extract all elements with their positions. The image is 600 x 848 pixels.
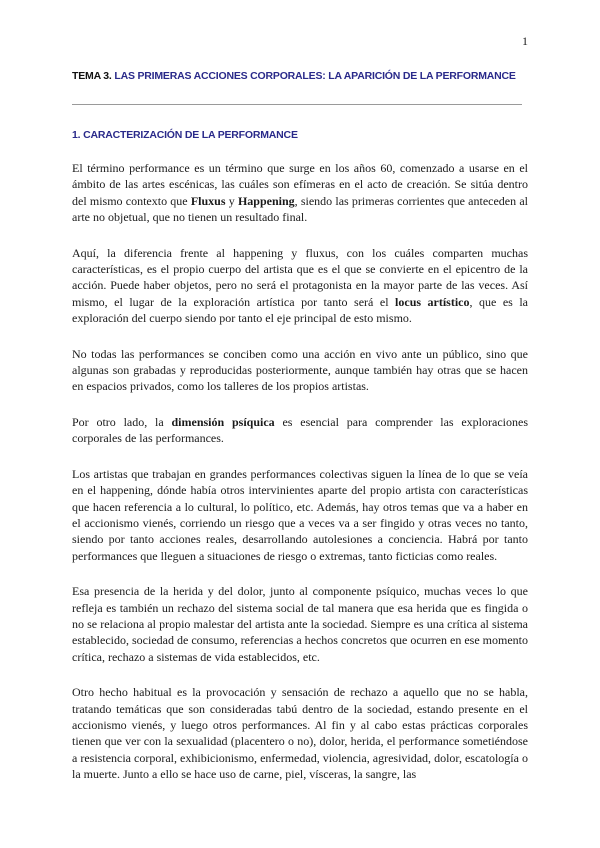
title-text: LAS PRIMERAS ACCIONES CORPORALES: LA APARICIÓN DE LA PERFORMANCE — [111, 70, 516, 82]
title-divider — [72, 104, 522, 105]
term-fluxus: Fluxus — [190, 193, 226, 208]
document-title — [72, 70, 528, 82]
paragraph-5: Los artistas que trabajan en grandes performances colectivas siguen la línea de lo que se veía en el happening, dónde había otros intervinientes aparte del propio artista con características que hacen referencia a lo cultural, lo político, etc. Además, hay otros temas que va a haber en el accionismo vienés, corriendo un riesgo que a veces va a ser fingido y otras veces no tanto, siendo por tanto acciones reales, desarrollando autolesiones a conciencia. Habrá por tanto performances que lleguen a situaciones de riesgo o extremas, tanto ficticias como reales. — [72, 466, 528, 563]
document-body — [72, 70, 528, 783]
p1-text-a: El término performance es un término que surge en los años 60, comenzado a usarse en el ámbito de las artes escénicas, las cuáles son efímeras en el acto de creación. Se sitúa dentro del mismo contexto que — [72, 161, 528, 208]
p4-text-c: es esencial para comprender las exploraciones corporales de las performances. — [72, 414, 528, 446]
term-dimension-psiquica: dimensión psíquica — [171, 414, 275, 429]
term-locus-artistico: locus artístico — [395, 294, 470, 309]
title-prefix: TEMA 3. — [72, 70, 112, 82]
p2-text-a: Aquí, la diferencia frente al happening y fluxus, con los cuáles comparten muchas características, es el propio cuerpo del artista que es el que se convierte en el epicentro de la acción. Puede haber objetos, pero no será el protagonista en la mayor parte de las veces. Así mismo, el lugar de la exploración artística por tanto será el — [72, 245, 528, 309]
page-number: 1 — [522, 34, 528, 48]
paragraph-6: Esa presencia de la herida y del dolor, junto al componente psíquico, muchas veces lo que refleja es también un rechazo del sistema social de tal manera que esa herida que es fingida o no se relaciona al propio malestar del artista ante la sociedad. Siempre es una crítica al sistema establecido, sociedad de consumo, referencias a hechos concretos que ocurren en ese momento crítica, rechazo a sistemas de vida establecidos, etc. — [72, 584, 528, 664]
p1-text-c: y — [225, 193, 238, 208]
term-happening: Happening — [237, 193, 295, 208]
paragraph-3: No todas las performances se conciben como una acción en vivo ante un público, sino que algunas son grabadas y reproducidas posteriormente, aunque también hay otras que se hacen en espacios privados, como los talleres de los propios artistas. — [72, 346, 528, 394]
paragraph-4 — [72, 414, 528, 447]
paragraph-7: Otro hecho habitual es la provocación y sensación de rechazo a aquello que no se habla, tratando temáticas que son consideradas tabú dentro de la sociedad, estando presente en el accionismo vienés, y luego otros performances. Al fin y al cabo estas prácticas corporales tienen que ver con la sexualidad (placentero o no), dolor, herida, el performance sometiéndose a resistencia corporal, exhibicionismo, enfermedad, violencia, agresividad, dolor, escatología o la muerte. Junto a ello se hace uso de carne, piel, vísceras, la sangre, las — [72, 685, 528, 782]
p1-text-d: , siendo las primeras corrientes que anteceden al arte no objetual, que no tienen un resultado final. — [72, 193, 529, 225]
p4-text-a: Por otro lado, la — [72, 414, 172, 429]
section-heading: 1. CARACTERIZACIÓN DE LA PERFORMANCE — [72, 129, 298, 141]
paragraph-2 — [72, 245, 528, 327]
p2-text-c: , que es la exploración del cuerpo siendo por tanto el eje principal de esto mismo. — [72, 294, 528, 326]
paragraph-1 — [72, 160, 528, 226]
